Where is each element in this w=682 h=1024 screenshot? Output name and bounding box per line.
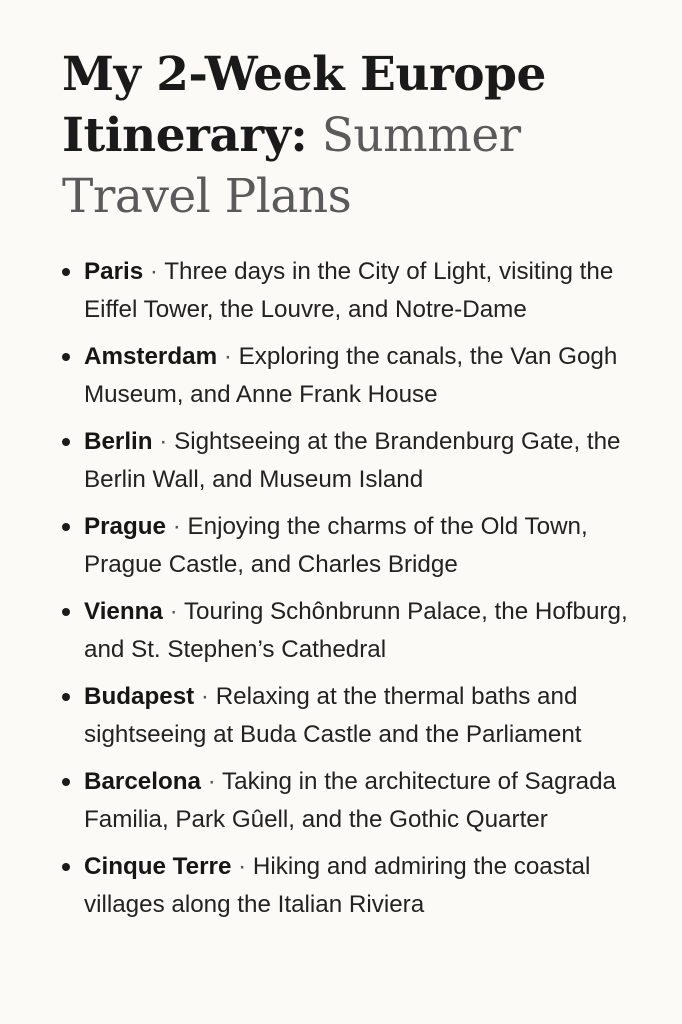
city-name: Budapest [84, 683, 195, 710]
bullet-icon [62, 693, 70, 701]
title-strong: My 2-Week Europe Itinerary: [62, 47, 546, 163]
bullet-icon [62, 523, 70, 531]
city-name: Paris [84, 258, 144, 285]
separator: · [166, 513, 188, 540]
list-item [62, 508, 656, 584]
separator: · [200, 768, 223, 795]
separator: · [152, 428, 175, 455]
separator: · [143, 258, 165, 285]
city-name: Cinque Terre [84, 853, 232, 880]
list-item [62, 763, 656, 839]
page-title [62, 44, 654, 227]
separator: · [231, 853, 253, 880]
city-description: Taking in the architecture of Sagrada Familia, Park Gûell, and the Gothic Quarter [84, 768, 616, 833]
city-name: Berlin [84, 428, 153, 455]
list-item [62, 593, 656, 669]
list-item [62, 678, 656, 754]
city-description: Hiking and admiring the coastal villages along the Italian Riviera [84, 853, 591, 918]
list-item [62, 423, 656, 499]
separator: · [162, 598, 184, 625]
bullet-icon [62, 608, 70, 616]
bullet-icon [62, 863, 70, 871]
city-description: Sightseeing at the Brandenburg Gate, the Berlin Wall, and Museum Island [84, 428, 621, 493]
bullet-icon [62, 438, 70, 446]
city-description: Relaxing at the thermal baths and sightseeing at Buda Castle and the Parliament [84, 683, 582, 748]
city-name: Amsterdam [84, 343, 218, 370]
city-description: Enjoying the charms of the Old Town, Prague Castle, and Charles Bridge [84, 513, 588, 578]
city-name: Vienna [84, 598, 163, 625]
bullet-icon [62, 778, 70, 786]
bullet-icon [62, 353, 70, 361]
city-description: Three days in the City of Light, visiting the Eiffel Tower, the Louvre, and Notre-Dame [84, 258, 614, 323]
list-item [62, 253, 656, 329]
bullet-icon [62, 268, 70, 276]
title-light: Summer Travel Plans [62, 108, 521, 224]
list-item [62, 338, 656, 414]
separator: · [217, 343, 239, 370]
city-description: Exploring the canals, the Van Gogh Museum, and Anne Frank House [84, 343, 618, 408]
city-name: Prague [84, 513, 166, 540]
city-name: Barcelona [84, 768, 201, 795]
itinerary-list [62, 253, 656, 924]
list-item [62, 848, 656, 924]
city-description: Touring Schônbrunn Palace, the Hofburg, and St. Stephen’s Cathedral [84, 598, 628, 663]
separator: · [194, 683, 216, 710]
